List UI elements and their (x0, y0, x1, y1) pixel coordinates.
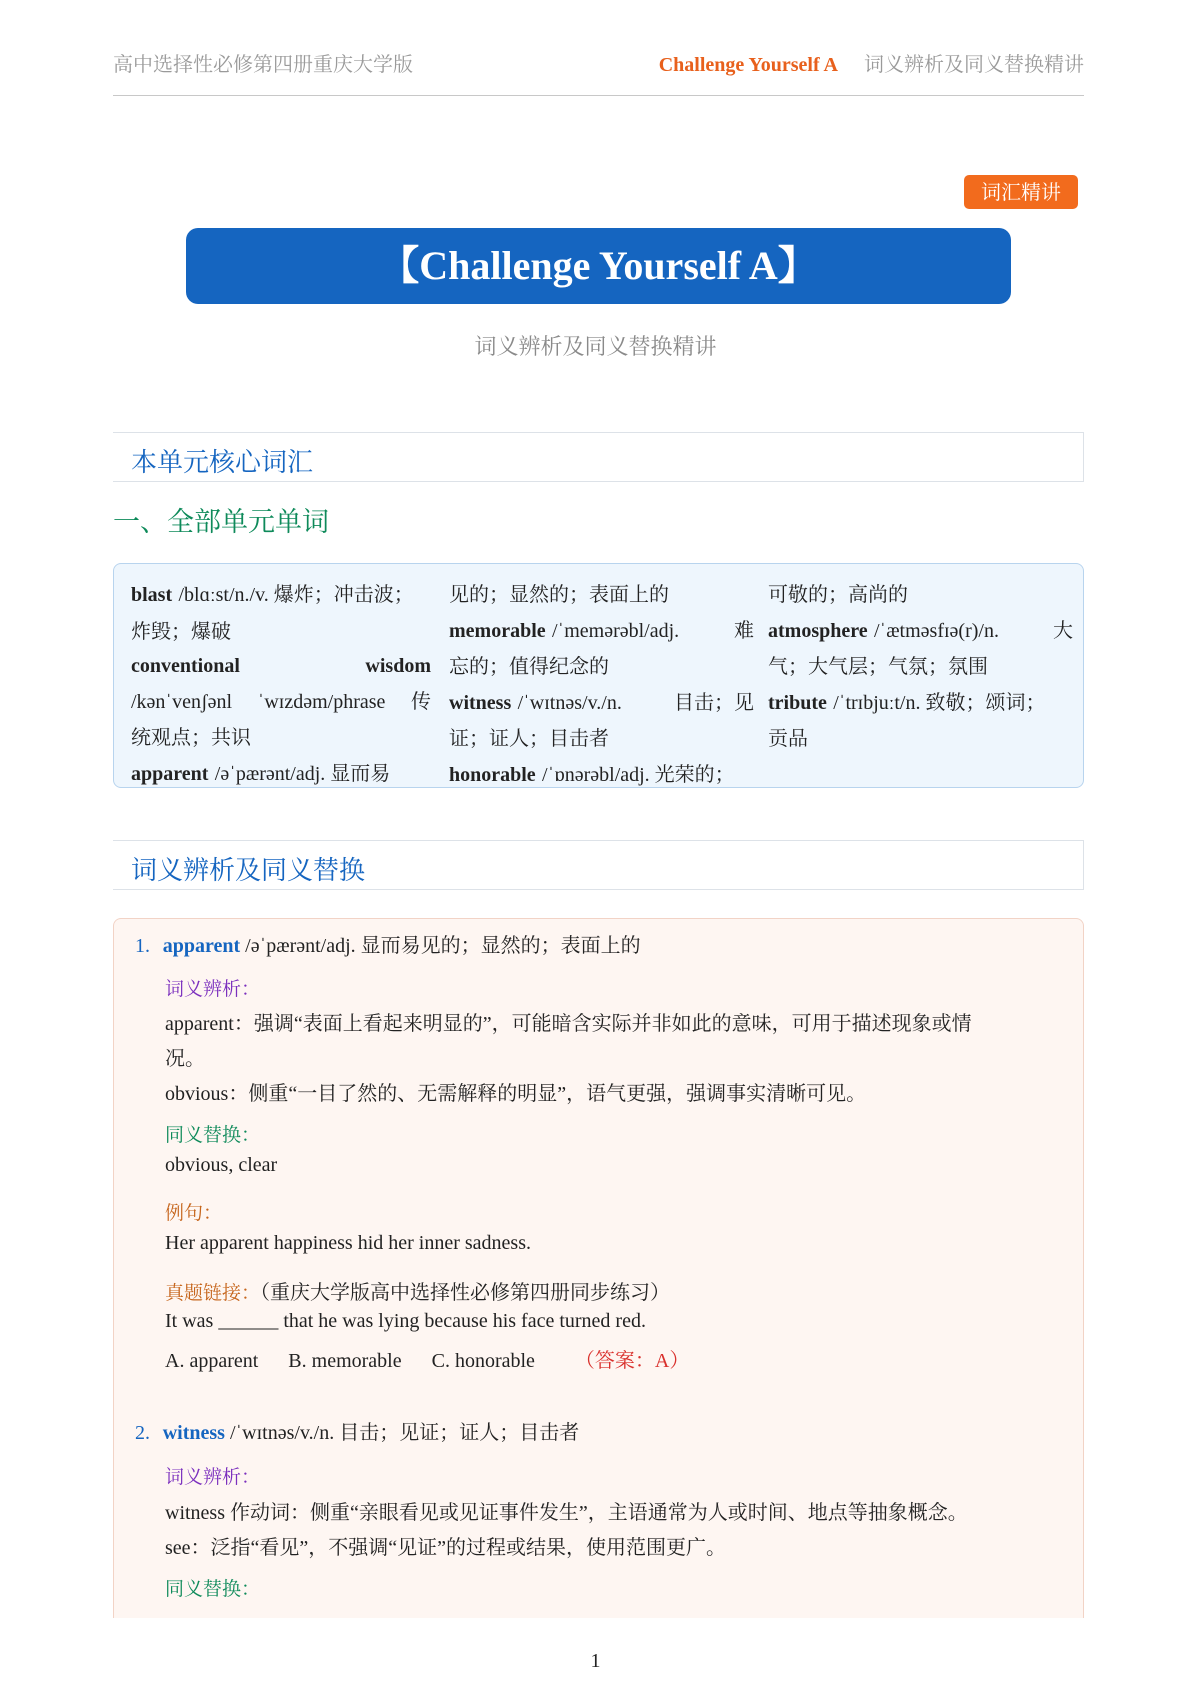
word-entries-box (113, 918, 1084, 1618)
entry-word: witness (162, 1422, 225, 1444)
example-label: 例句： (165, 1202, 223, 1224)
option-c: C. honorable (431, 1350, 535, 1372)
option-b: B. memorable (288, 1350, 402, 1372)
vocab-line: witness /ˈwɪtnəs/v./n. 目击；见 (449, 689, 754, 714)
section-title: 本单元核心词汇 (131, 448, 314, 478)
page-number: 1 (590, 1650, 601, 1672)
vocab-list-box (113, 563, 1084, 788)
vocab-line: 贡品 (768, 726, 808, 750)
analysis-text: apparent：强调“表面上看起来明显的”，可能暗含实际并非如此的意味，可用于描述现象或情 (165, 1013, 972, 1035)
vocab-column-1 (131, 577, 431, 792)
analysis-text: witness 作动词：侧重“亲眼看见或见证事件发生”，主语通常为人或时间、地点等抽象概念。 (165, 1502, 968, 1524)
header-unit-subtitle: 词义辨析及同义替换精讲 (864, 52, 1084, 76)
vocab-column-3 (768, 577, 1073, 757)
section-title: 词义辨析及同义替换 (131, 856, 366, 886)
header-right (659, 48, 1084, 77)
vocab-line: 气；大气层；气氛；氛围 (768, 654, 988, 678)
section-heading-word-analysis (113, 840, 1084, 890)
subsection-heading: 一、全部单元单词 (113, 507, 329, 538)
exam-options (165, 1344, 689, 1373)
vocab-line: 可敬的；高尚的 (768, 582, 908, 606)
analysis-label: 词义辨析： (165, 978, 261, 1000)
synonym-label: 同义替换： (165, 1124, 261, 1146)
exam-source: （重庆大学版高中选择性必修第四册同步练习） (260, 1282, 671, 1304)
vocab-word: honorable (449, 763, 536, 786)
analysis-text: see：泛指“看见”，不强调“见证”的过程或结果，使用范围更广。 (165, 1537, 727, 1559)
exam-link (165, 1276, 670, 1305)
vocab-line: honorable /ˈɒnərəbl/adj. 光荣的； (449, 763, 735, 786)
vocab-word: wisdom (365, 655, 431, 677)
page-subtitle: 词义辨析及同义替换精讲 (474, 335, 717, 360)
entry-definition: /ˈwɪtnəs/v./n. 目击；见证；证人；目击者 (224, 1422, 580, 1444)
example-sentence: Her apparent happiness hid her inner sadness. (165, 1232, 531, 1254)
vocab-line: blast /blɑːst/n./v. 爆炸；冲击波； (131, 584, 414, 606)
vocab-line (131, 649, 431, 685)
vocab-line: 炸毁；爆破 (131, 618, 231, 643)
vocab-column-2 (449, 577, 754, 793)
vocab-word: blast (131, 584, 173, 606)
vocab-line: apparent /əˈpærənt/adj. 显而易 (131, 762, 391, 785)
header-unit-title: Challenge Yourself A (658, 54, 838, 76)
vocab-line: tribute /ˈtrɪbjuːt/n. 致敬；颂词； (768, 691, 1046, 714)
vocab-word: tribute (768, 691, 827, 714)
analysis-text: obvious：侧重“一目了然的、无需解释的明显”，语气更强，强调事实清晰可见。 (165, 1083, 867, 1105)
vocab-line: /kənˈvenʃənl ˈwɪzdəm/phrase 传 (131, 690, 431, 713)
option-a: A. apparent (165, 1350, 259, 1372)
vocab-word: conventional (131, 655, 240, 677)
entry-heading: 2. witness /ˈwɪtnəs/v./n. 目击；见证；证人；目击者 (135, 1422, 580, 1444)
page-header (113, 46, 1084, 96)
entry-definition: /əˈpærənt/adj. 显而易见的；显然的；表面上的 (240, 935, 641, 957)
vocab-tag-badge: 词汇精讲 (964, 175, 1078, 209)
vocab-word: apparent (131, 762, 209, 785)
vocab-line: memorable /ˈmemərəbl/adj. 难 (449, 617, 754, 642)
vocab-line: 忘的；值得纪念的 (449, 654, 609, 678)
title-banner: 【Challenge Yourself A】 (186, 228, 1011, 304)
section-heading-core-vocab (113, 432, 1084, 482)
exam-question: It was ______ that he was lying because his face turned red. (165, 1310, 646, 1332)
synonym-text: obvious, clear (165, 1154, 278, 1176)
analysis-label: 词义辨析： (165, 1466, 261, 1488)
vocab-word: witness (449, 691, 512, 714)
vocab-line: 证；证人；目击者 (449, 726, 609, 750)
answer: （答案：A） (574, 1350, 690, 1372)
vocab-word: memorable (449, 619, 546, 642)
exam-label: 真题链接： (165, 1282, 261, 1304)
entry-word: apparent (162, 935, 241, 957)
analysis-text: 况。 (165, 1048, 205, 1070)
vocab-line: 统观点；共识 (131, 725, 251, 749)
vocab-line: atmosphere /ˈætməsfɪə(r)/n. 大 (768, 617, 1073, 642)
header-book-title: 高中选择性必修第四册重庆大学版 (113, 52, 413, 76)
vocab-word: atmosphere (768, 619, 868, 642)
entry-heading: 1. apparent /əˈpærənt/adj. 显而易见的；显然的；表面上的 (135, 935, 641, 957)
vocab-line: 见的；显然的；表面上的 (449, 582, 669, 606)
synonym-label: 同义替换： (165, 1578, 261, 1600)
